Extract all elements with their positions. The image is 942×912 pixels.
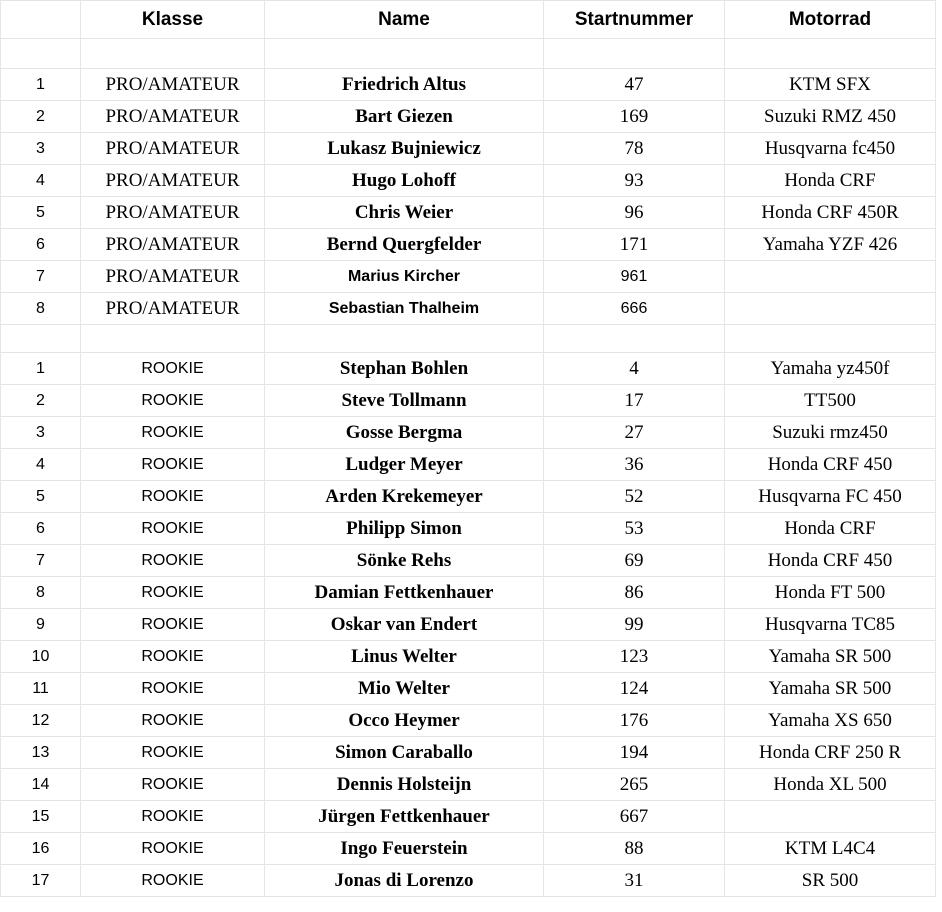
table-row [1,197,936,229]
motorrad-cell[interactable]: Husqvarna TC85 [725,609,936,641]
startnummer-cell[interactable]: 52 [544,481,725,513]
startnummer-cell[interactable]: 99 [544,609,725,641]
name-cell[interactable]: Ingo Feuerstein [265,833,544,865]
empty-cell[interactable] [265,39,544,69]
row-number-cell[interactable]: 5 [1,481,81,513]
startnummer-cell[interactable]: 961 [544,261,725,293]
klasse-cell[interactable]: ROOKIE [81,801,265,833]
klasse-cell[interactable]: ROOKIE [81,385,265,417]
startnummer-cell[interactable]: 123 [544,641,725,673]
motorrad-cell[interactable]: Yamaha YZF 426 [725,229,936,261]
name-cell[interactable]: Simon Caraballo [265,737,544,769]
header-motorrad[interactable]: Motorrad [725,1,936,39]
klasse-cell[interactable]: ROOKIE [81,609,265,641]
startnummer-cell[interactable]: 31 [544,865,725,897]
klasse-cell[interactable]: PRO/AMATEUR [81,69,265,101]
row-number-cell[interactable]: 3 [1,417,81,449]
name-cell[interactable]: Ludger Meyer [265,449,544,481]
motorrad-cell[interactable]: Yamaha SR 500 [725,641,936,673]
motorrad-cell[interactable]: Honda CRF 450 [725,449,936,481]
row-number-cell[interactable]: 17 [1,865,81,897]
empty-cell[interactable] [725,325,936,353]
name-cell[interactable]: Mio Welter [265,673,544,705]
klasse-cell[interactable]: ROOKIE [81,545,265,577]
motorrad-cell[interactable]: Honda CRF [725,513,936,545]
table-row [1,513,936,545]
klasse-cell[interactable]: ROOKIE [81,513,265,545]
motorrad-cell[interactable] [725,261,936,293]
name-cell[interactable]: Steve Tollmann [265,385,544,417]
startnummer-cell[interactable]: 265 [544,769,725,801]
table-row [1,705,936,737]
table-row [1,481,936,513]
startnummer-cell[interactable]: 4 [544,353,725,385]
klasse-cell[interactable]: ROOKIE [81,833,265,865]
row-number-cell[interactable]: 6 [1,513,81,545]
klasse-cell[interactable]: ROOKIE [81,737,265,769]
table-row [1,641,936,673]
table-row [1,293,936,325]
startnummer-cell[interactable]: 69 [544,545,725,577]
header-name[interactable]: Name [265,1,544,39]
empty-cell[interactable] [544,325,725,353]
table-row [1,261,936,293]
row-number-cell[interactable]: 3 [1,133,81,165]
empty-cell[interactable] [725,39,936,69]
name-cell[interactable]: Sönke Rehs [265,545,544,577]
motorrad-cell[interactable]: Honda CRF [725,165,936,197]
name-cell[interactable]: Damian Fettkenhauer [265,577,544,609]
table-row [1,69,936,101]
name-cell[interactable]: Arden Krekemeyer [265,481,544,513]
startnummer-cell[interactable]: 86 [544,577,725,609]
startnummer-cell[interactable]: 88 [544,833,725,865]
motorrad-cell[interactable]: Honda FT 500 [725,577,936,609]
motorrad-cell[interactable]: KTM SFX [725,69,936,101]
motorrad-cell[interactable]: Honda CRF 250 R [725,737,936,769]
empty-cell[interactable] [544,39,725,69]
klasse-cell[interactable]: PRO/AMATEUR [81,165,265,197]
startnummer-cell[interactable]: 194 [544,737,725,769]
klasse-cell[interactable]: PRO/AMATEUR [81,261,265,293]
table-row [1,417,936,449]
row-number-cell[interactable]: 2 [1,385,81,417]
empty-cell[interactable] [81,325,265,353]
klasse-cell[interactable]: ROOKIE [81,641,265,673]
motorrad-cell[interactable] [725,801,936,833]
startnummer-cell[interactable]: 47 [544,69,725,101]
startnummer-cell[interactable]: 78 [544,133,725,165]
row-number-cell[interactable]: 4 [1,449,81,481]
empty-cell[interactable] [1,39,81,69]
startnummer-cell[interactable]: 27 [544,417,725,449]
table-row [1,229,936,261]
klasse-cell[interactable]: PRO/AMATEUR [81,197,265,229]
name-cell[interactable]: Jürgen Fettkenhauer [265,801,544,833]
header-startnummer[interactable]: Startnummer [544,1,725,39]
klasse-cell[interactable]: PRO/AMATEUR [81,293,265,325]
header-cell-empty[interactable] [1,1,81,39]
klasse-cell[interactable]: ROOKIE [81,705,265,737]
motorrad-cell[interactable]: TT500 [725,385,936,417]
startnummer-cell[interactable]: 53 [544,513,725,545]
sheet-body [1,1,936,897]
name-cell[interactable]: Bernd Quergfelder [265,229,544,261]
row-number-cell[interactable]: 10 [1,641,81,673]
table-row [1,609,936,641]
header-row [1,1,936,39]
motorrad-cell[interactable] [725,293,936,325]
table-row [1,545,936,577]
row-number-cell[interactable]: 16 [1,833,81,865]
table-row [1,737,936,769]
name-cell[interactable]: Linus Welter [265,641,544,673]
name-cell[interactable]: Bart Giezen [265,101,544,133]
table-row [1,165,936,197]
klasse-cell[interactable]: ROOKIE [81,449,265,481]
motorrad-cell[interactable]: KTM L4C4 [725,833,936,865]
name-cell[interactable]: Marius Kircher [265,261,544,293]
klasse-cell[interactable]: PRO/AMATEUR [81,101,265,133]
empty-cell[interactable] [1,325,81,353]
startnummer-cell[interactable]: 666 [544,293,725,325]
klasse-cell[interactable]: ROOKIE [81,865,265,897]
table-row [1,101,936,133]
motorrad-cell[interactable]: Honda CRF 450 [725,545,936,577]
table-row [1,449,936,481]
table-row [1,769,936,801]
row-number-cell[interactable]: 1 [1,69,81,101]
klasse-cell[interactable]: ROOKIE [81,577,265,609]
name-cell[interactable]: Gosse Bergma [265,417,544,449]
startnummer-cell[interactable]: 176 [544,705,725,737]
motorrad-cell[interactable]: Husqvarna fc450 [725,133,936,165]
motorrad-cell[interactable]: Suzuki rmz450 [725,417,936,449]
table-row [1,133,936,165]
klasse-cell[interactable]: PRO/AMATEUR [81,229,265,261]
row-number-cell[interactable]: 14 [1,769,81,801]
motorrad-cell[interactable]: Yamaha yz450f [725,353,936,385]
motorrad-cell[interactable]: Honda XL 500 [725,769,936,801]
motorrad-cell[interactable]: Husqvarna FC 450 [725,481,936,513]
table-row [1,385,936,417]
row-number-cell[interactable]: 7 [1,545,81,577]
table-row [1,353,936,385]
row-number-cell[interactable]: 5 [1,197,81,229]
name-cell[interactable]: Hugo Lohoff [265,165,544,197]
row-number-cell[interactable]: 7 [1,261,81,293]
row-number-cell[interactable]: 9 [1,609,81,641]
startnummer-cell[interactable]: 169 [544,101,725,133]
name-cell[interactable]: Stephan Bohlen [265,353,544,385]
klasse-cell[interactable]: ROOKIE [81,769,265,801]
name-cell[interactable]: Dennis Holsteijn [265,769,544,801]
empty-cell[interactable] [265,325,544,353]
klasse-cell[interactable]: ROOKIE [81,673,265,705]
row-number-cell[interactable]: 2 [1,101,81,133]
name-cell[interactable]: Occo Heymer [265,705,544,737]
name-cell[interactable]: Sebastian Thalheim [265,293,544,325]
name-cell[interactable]: Jonas di Lorenzo [265,865,544,897]
row-number-cell[interactable]: 13 [1,737,81,769]
klasse-cell[interactable]: ROOKIE [81,417,265,449]
spacer-row [1,325,936,353]
row-number-cell[interactable]: 1 [1,353,81,385]
startnummer-cell[interactable]: 36 [544,449,725,481]
motorrad-cell[interactable]: Yamaha XS 650 [725,705,936,737]
startnummer-cell[interactable]: 17 [544,385,725,417]
motorrad-cell[interactable]: SR 500 [725,865,936,897]
startnummer-cell[interactable]: 96 [544,197,725,229]
motorrad-cell[interactable]: Honda CRF 450R [725,197,936,229]
startnummer-cell[interactable]: 124 [544,673,725,705]
table-row [1,801,936,833]
header-klasse[interactable]: Klasse [81,1,265,39]
startnummer-cell[interactable]: 667 [544,801,725,833]
table-row [1,833,936,865]
row-number-cell[interactable]: 8 [1,577,81,609]
row-number-cell[interactable]: 15 [1,801,81,833]
spacer-row [1,39,936,69]
row-number-cell[interactable]: 8 [1,293,81,325]
table-row [1,865,936,897]
row-number-cell[interactable]: 4 [1,165,81,197]
klasse-cell[interactable]: ROOKIE [81,353,265,385]
klasse-cell[interactable]: ROOKIE [81,481,265,513]
name-cell[interactable]: Friedrich Altus [265,69,544,101]
name-cell[interactable]: Chris Weier [265,197,544,229]
motorrad-cell[interactable]: Yamaha SR 500 [725,673,936,705]
empty-cell[interactable] [81,39,265,69]
table-row [1,577,936,609]
name-cell[interactable]: Oskar van Endert [265,609,544,641]
row-number-cell[interactable]: 12 [1,705,81,737]
motorrad-cell[interactable]: Suzuki RMZ 450 [725,101,936,133]
klasse-cell[interactable]: PRO/AMATEUR [81,133,265,165]
name-cell[interactable]: Lukasz Bujniewicz [265,133,544,165]
name-cell[interactable]: Philipp Simon [265,513,544,545]
table-row [1,673,936,705]
startnummer-cell[interactable]: 171 [544,229,725,261]
startnummer-cell[interactable]: 93 [544,165,725,197]
row-number-cell[interactable]: 11 [1,673,81,705]
row-number-cell[interactable]: 6 [1,229,81,261]
